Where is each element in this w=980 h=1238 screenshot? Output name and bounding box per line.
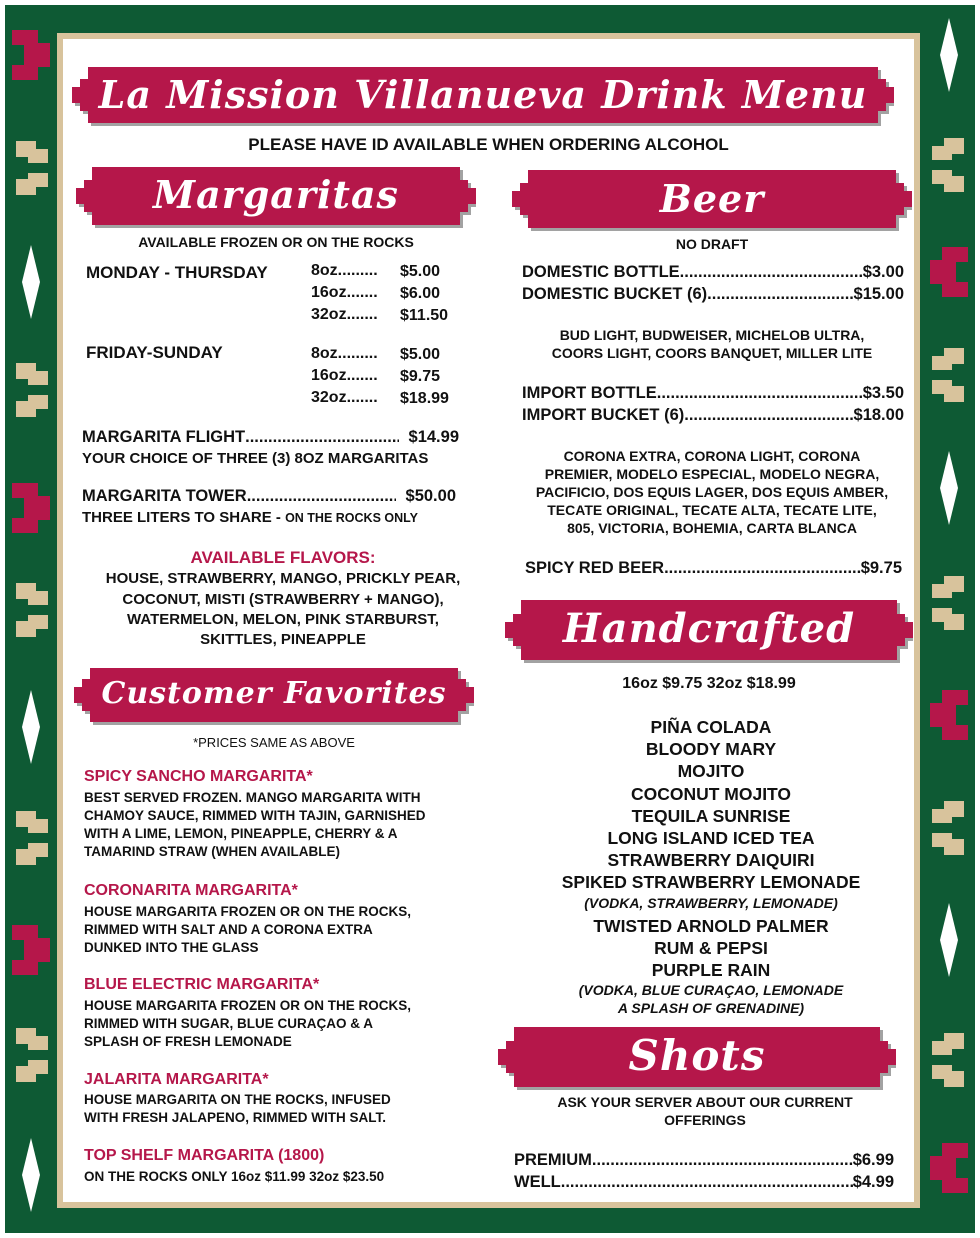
favorite-desc: HOUSE MARGARITA ON THE ROCKS, INFUSED WITH FRESH JALAPENO, RIMMED WITH SALT. bbox=[84, 1092, 391, 1125]
diamond-ornament bbox=[0, 1130, 62, 1220]
stepped-tan-ornament bbox=[0, 793, 62, 883]
shots-note: ASK YOUR SERVER ABOUT OUR CURRENT bbox=[557, 1094, 853, 1110]
diamond-ornament bbox=[0, 237, 62, 327]
mon-thu-size: 8oz......... bbox=[311, 262, 378, 279]
diamond-ornament bbox=[918, 895, 980, 985]
import-brands: PACIFICIO, DOS EQUIS LAGER, DOS EQUIS AMBER, bbox=[535, 484, 889, 500]
shots-heading: Shots bbox=[628, 1031, 766, 1080]
tower-price: $50.00 bbox=[405, 487, 456, 505]
spicy-red-beer-row: SPICY RED BEER ..... $9.75 bbox=[525, 559, 902, 578]
beer-banner bbox=[512, 166, 912, 232]
id-notice: PLEASE HAVE ID AVAILABLE WHEN ORDERING ALCOHOL bbox=[248, 135, 729, 154]
drink-item: COCONUT MOJITO bbox=[630, 783, 792, 804]
handcrafted-heading: Handcrafted bbox=[562, 605, 856, 652]
favorites-heading: Customer Favorites bbox=[101, 676, 447, 711]
favorite-desc: ON THE ROCKS ONLY 16oz $11.99 32oz $23.50 bbox=[84, 1169, 385, 1184]
domestic-bottle-row: DOMESTIC BOTTLE ..... $3.00 bbox=[522, 263, 904, 282]
favorites-banner bbox=[74, 664, 474, 726]
tower-name: MARGARITA TOWER bbox=[82, 487, 247, 505]
domestic-brands: BUD LIGHT, BUDWEISER, MICHELOB ULTRA, bbox=[559, 327, 865, 343]
stepped-arrow-ornament bbox=[918, 670, 980, 760]
stepped-tan-ornament bbox=[0, 565, 62, 655]
mon-thu-size: 32oz....... bbox=[311, 306, 378, 323]
favorite-name: TOP SHELF MARGARITA (1800) bbox=[84, 1147, 325, 1164]
favorite-name: SPICY SANCHO MARGARITA* bbox=[84, 768, 313, 785]
flight-row bbox=[82, 428, 459, 447]
well-row: WELL ..... $4.99 bbox=[514, 1173, 894, 1192]
favorite-name: CORONARITA MARGARITA* bbox=[84, 882, 298, 899]
diamond-ornament bbox=[0, 682, 62, 772]
favorites-note: *PRICES SAME AS ABOVE bbox=[193, 735, 355, 750]
tower-row bbox=[82, 487, 456, 506]
flavors-line: HOUSE, STRAWBERRY, MANGO, PRICKLY PEAR, bbox=[105, 570, 461, 587]
fri-sun-price: $5.00 bbox=[400, 346, 441, 363]
mon-thu-price: $5.00 bbox=[400, 263, 441, 280]
stepped-arrow-ornament bbox=[918, 1123, 980, 1213]
diamond-ornament bbox=[918, 443, 980, 533]
drink-note: (VODKA, BLUE CURAÇAO, LEMONADE bbox=[578, 982, 844, 999]
favorite-desc: HOUSE MARGARITA FROZEN OR ON THE ROCKS, RIMMED WITH SUGAR, BLUE CURAÇAO & A SPLASH OF FRESH LEMONADE bbox=[84, 998, 411, 1049]
drink-item: PURPLE RAIN bbox=[651, 960, 771, 980]
beer-heading: Beer bbox=[659, 176, 765, 221]
drink-item: STRAWBERRY DAIQUIRI bbox=[607, 850, 815, 871]
fri-sun-price: $18.99 bbox=[400, 390, 449, 407]
drink-item: SPIKED STRAWBERRY LEMONADE bbox=[561, 872, 861, 893]
diamond-ornament bbox=[918, 10, 980, 100]
title-banner bbox=[72, 63, 894, 127]
stepped-arrow-ornament bbox=[918, 227, 980, 317]
shots-banner bbox=[498, 1023, 896, 1091]
drink-item: PIÑA COLADA bbox=[650, 717, 772, 737]
right-ornament-column bbox=[918, 0, 980, 1238]
handcrafted-prices: 16oz $9.75 32oz $18.99 bbox=[622, 675, 796, 692]
flight-desc: YOUR CHOICE OF THREE (3) 8OZ MARGARITAS bbox=[82, 450, 429, 467]
drink-item: LONG ISLAND ICED TEA bbox=[607, 828, 815, 848]
tower-desc: THREE LITERS TO SHARE - ON THE ROCKS ONLY bbox=[82, 509, 418, 526]
mon-thu-price: $6.00 bbox=[400, 285, 441, 302]
stepped-tan-ornament bbox=[0, 345, 62, 435]
beer-note: NO DRAFT bbox=[675, 236, 749, 252]
fri-sun-size: 16oz....... bbox=[311, 367, 378, 384]
flavors-line: COCONUT, MISTI (STRAWBERRY + MANGO), bbox=[122, 591, 444, 608]
drink-note: (VODKA, STRAWBERRY, LEMONADE) bbox=[584, 894, 838, 911]
shots-note: OFFERINGS bbox=[664, 1112, 746, 1128]
domestic-bucket-row: DOMESTIC BUCKET (6) ..... $15.00 bbox=[522, 285, 904, 304]
fri-sun-size: 32oz....... bbox=[311, 389, 378, 406]
domestic-brands: COORS LIGHT, COORS BANQUET, MILLER LITE bbox=[551, 345, 873, 361]
favorite-name: BLUE ELECTRIC MARGARITA* bbox=[84, 976, 320, 993]
page-title: La Mission Villanueva Drink Menu bbox=[98, 72, 868, 117]
stepped-arrow-ornament bbox=[0, 905, 62, 995]
flavors-line: WATERMELON, MELON, PINK STARBURST, bbox=[127, 611, 439, 628]
drink-item: BLOODY MARY bbox=[645, 739, 777, 760]
flavors-heading: AVAILABLE FLAVORS: bbox=[190, 548, 376, 567]
margaritas-banner bbox=[76, 163, 476, 229]
import-brands: PREMIER, MODELO ESPECIAL, MODELO NEGRA, bbox=[544, 466, 880, 482]
stepped-tan-ornament bbox=[918, 558, 980, 648]
stepped-arrow-ornament bbox=[0, 10, 62, 100]
stepped-tan-ornament bbox=[918, 1015, 980, 1105]
stepped-tan-ornament bbox=[918, 120, 980, 210]
premium-row: PREMIUM ..... $6.99 bbox=[514, 1151, 894, 1170]
import-brands: CORONA EXTRA, CORONA LIGHT, CORONA bbox=[563, 448, 861, 464]
stepped-tan-ornament bbox=[918, 330, 980, 420]
mon-thu-price: $11.50 bbox=[400, 307, 449, 324]
stepped-arrow-ornament bbox=[0, 463, 62, 553]
drink-note: A SPLASH OF GRENADINE) bbox=[617, 1000, 805, 1017]
margaritas-note: AVAILABLE FROZEN OR ON THE ROCKS bbox=[138, 234, 414, 250]
mon-thu-size: 16oz....... bbox=[311, 284, 378, 301]
drink-item: RUM & PEPSI bbox=[654, 937, 768, 958]
margaritas-heading: Margaritas bbox=[153, 172, 399, 217]
drink-item: TWISTED ARNOLD PALMER bbox=[593, 915, 829, 936]
fri-sun-label: FRIDAY-SUNDAY bbox=[86, 343, 223, 362]
drink-item: MOJITO bbox=[677, 761, 745, 782]
fri-sun-price: $9.75 bbox=[400, 368, 441, 385]
stepped-tan-ornament bbox=[0, 1010, 62, 1100]
favorite-desc: BEST SERVED FROZEN. MANGO MARGARITA WITH CHAMOY SAUCE, RIMMED WITH TAJIN, GARNISHED WITH A LIME, LEMON, PINEAPPLE, CHERRY & A TAMARIND STRAW (WHEN AVAILABLE) bbox=[84, 790, 426, 859]
favorite-desc: HOUSE MARGARITA FROZEN OR ON THE ROCKS, RIMMED WITH SALT AND A CORONA EXTRA DUNKED INTO THE GLASS bbox=[84, 904, 411, 955]
stepped-tan-ornament bbox=[918, 783, 980, 873]
stepped-tan-ornament bbox=[0, 123, 62, 213]
left-ornament-column bbox=[0, 0, 62, 1238]
flavors-line: SKITTLES, PINEAPPLE bbox=[200, 631, 366, 648]
import-bottle-row: IMPORT BOTTLE ..... $3.50 bbox=[522, 384, 904, 403]
fri-sun-size: 8oz......... bbox=[311, 345, 378, 362]
flight-name: MARGARITA FLIGHT bbox=[82, 428, 246, 446]
favorite-name: JALARITA MARGARITA* bbox=[84, 1071, 269, 1088]
drink-item: TEQUILA SUNRISE bbox=[631, 805, 791, 826]
import-bucket-row: IMPORT BUCKET (6) ..... $18.00 bbox=[522, 406, 904, 425]
mon-thu-label: MONDAY - THURSDAY bbox=[86, 263, 268, 282]
import-brands: 805, VICTORIA, BOHEMIA, CARTA BLANCA bbox=[567, 520, 857, 536]
flight-price: $14.99 bbox=[408, 428, 459, 446]
import-brands: TECATE ORIGINAL, TECATE ALTA, TECATE LITE, bbox=[547, 502, 877, 518]
handcrafted-banner bbox=[505, 596, 913, 664]
